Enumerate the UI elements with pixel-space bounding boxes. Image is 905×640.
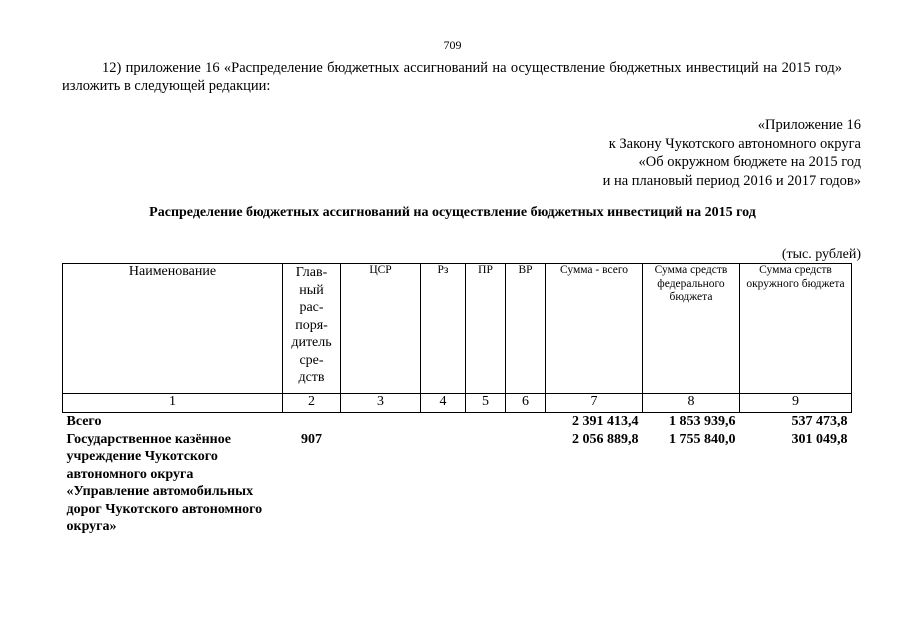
row-pr xyxy=(466,431,506,536)
row-total: 2 391 413,4 xyxy=(572,414,639,429)
column-number: 6 xyxy=(506,394,546,413)
row-okrug: 301 049,8 xyxy=(791,431,848,447)
intro-paragraph: 12) приложение 16 «Распределение бюджетных ассигнований на осуществление бюджетных инвестиций на 2015 год» изложить в следующей редакции: xyxy=(62,60,842,94)
header-total: Сумма - всего xyxy=(546,264,643,394)
row-okrug: 537 473,8 xyxy=(791,414,848,429)
row-grs: 907 xyxy=(301,431,322,447)
appendix-reference xyxy=(603,116,861,190)
row-grs xyxy=(283,413,341,431)
column-number: 3 xyxy=(341,394,421,413)
header-name: Наименование xyxy=(63,264,283,394)
row-pr xyxy=(466,413,506,431)
appendix-line: «Об окружном бюджете на 2015 год xyxy=(638,154,861,170)
header-vr: ВР xyxy=(506,264,546,394)
column-number: 5 xyxy=(466,394,506,413)
appendix-line: и на плановый период 2016 и 2017 годов» xyxy=(602,172,861,189)
header-chief-manager: Глав- ный рас- поря- дитель сре- дств xyxy=(283,264,341,394)
row-rz xyxy=(421,413,466,431)
column-number: 2 xyxy=(283,394,341,413)
budget-table xyxy=(62,263,852,536)
header-federal: Сумма средств федерального бюджета xyxy=(643,264,740,394)
header-rz: Рз xyxy=(421,264,466,394)
appendix-line: к Закону Чукотского автономного округа xyxy=(608,135,861,152)
column-number-row xyxy=(63,394,852,413)
document-title: Распределение бюджетных ассигнований на осуществление бюджетных инвестиций на 2015 год xyxy=(149,205,756,220)
row-vr xyxy=(506,431,546,536)
appendix-line: «Приложение 16 xyxy=(757,117,861,133)
units-label: (тыс. рублей) xyxy=(781,247,861,262)
header-csr: ЦСР xyxy=(341,264,421,394)
column-number: 1 xyxy=(63,394,283,413)
column-number: 7 xyxy=(546,394,643,413)
column-number: 8 xyxy=(643,394,740,413)
row-rz xyxy=(421,431,466,536)
header-pr: ПР xyxy=(466,264,506,394)
column-number: 9 xyxy=(740,394,852,413)
row-name: Государственное казённое учреждение Чукотского автономного округа «Управление автомобильных дорог Чукотского автономного округа» xyxy=(66,431,263,534)
row-total: 2 056 889,8 xyxy=(572,431,639,447)
row-csr xyxy=(341,431,421,536)
row-vr xyxy=(506,413,546,431)
header-row xyxy=(63,264,852,394)
header-okrug: Сумма средств окружного бюджета xyxy=(740,264,852,394)
column-number: 4 xyxy=(421,394,466,413)
table-row xyxy=(63,413,852,431)
row-federal: 1 853 939,6 xyxy=(669,414,736,429)
row-name: Всего xyxy=(66,414,102,429)
row-csr xyxy=(341,413,421,431)
row-federal: 1 755 840,0 xyxy=(669,431,736,447)
table-row xyxy=(63,431,852,536)
page-number: 709 xyxy=(443,38,462,52)
